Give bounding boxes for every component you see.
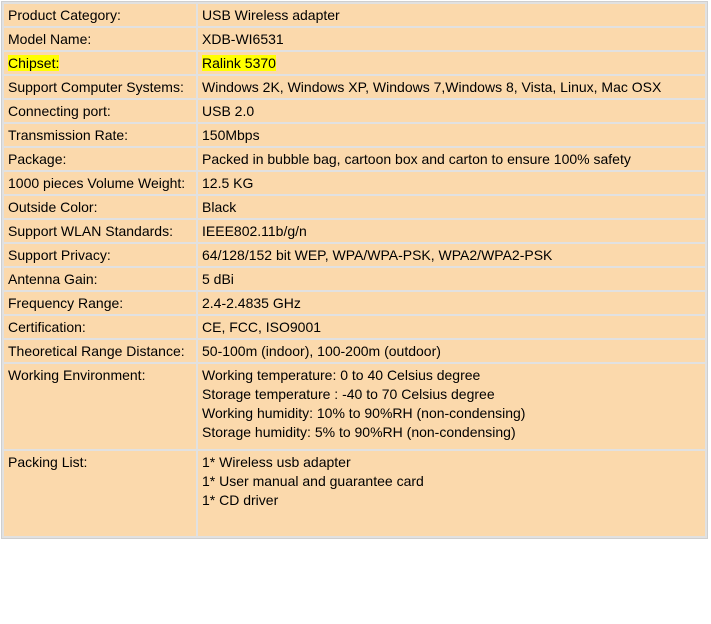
table-row: [4, 340, 705, 362]
row-label: Support WLAN Standards:: [4, 220, 196, 242]
row-value: 12.5 KG: [198, 172, 705, 194]
table-row: [4, 100, 705, 122]
table-row: [4, 292, 705, 314]
row-value: 150Mbps: [198, 124, 705, 146]
row-label: Support Computer Systems:: [4, 76, 196, 98]
environment-line: Storage temperature : -40 to 70 Celsius degree: [202, 386, 495, 402]
row-value: XDB-WI6531: [198, 28, 705, 50]
row-value-multiline: [198, 364, 705, 449]
table-row: [4, 451, 705, 536]
row-value: 2.4-2.4835 GHz: [198, 292, 705, 314]
row-label: Model Name:: [4, 28, 196, 50]
row-value: 64/128/152 bit WEP, WPA/WPA-PSK, WPA2/WPA2-PSK: [198, 244, 705, 266]
row-label: Outside Color:: [4, 196, 196, 218]
table-row: [4, 28, 705, 50]
row-label: Product Category:: [4, 4, 196, 26]
row-value: Black: [198, 196, 705, 218]
row-label: Theoretical Range Distance:: [4, 340, 196, 362]
row-value: Packed in bubble bag, cartoon box and carton to ensure 100% safety: [198, 148, 705, 170]
product-spec-table: [1, 1, 708, 539]
table-row: [4, 244, 705, 266]
environment-line: Storage humidity: 5% to 90%RH (non-condensing): [202, 424, 516, 440]
row-value: Windows 2K, Windows XP, Windows 7,Windows 8, Vista, Linux, Mac OSX: [198, 76, 705, 98]
packing-list-item: 1* Wireless usb adapter: [202, 454, 351, 470]
row-label: Support Privacy:: [4, 244, 196, 266]
packing-list-item: 1* CD driver: [202, 492, 279, 508]
table-row: [4, 268, 705, 290]
row-label-chipset: [4, 52, 196, 74]
row-label: Certification:: [4, 316, 196, 338]
row-value: USB 2.0: [198, 100, 705, 122]
row-value-multiline: [198, 451, 705, 536]
row-label: Connecting port:: [4, 100, 196, 122]
table-row: [4, 364, 705, 449]
row-label: Package:: [4, 148, 196, 170]
row-label: Frequency Range:: [4, 292, 196, 314]
environment-line: Working temperature: 0 to 40 Celsius degree: [202, 367, 481, 383]
row-value-chipset: [198, 52, 705, 74]
table-row: [4, 220, 705, 242]
row-value: USB Wireless adapter: [198, 4, 705, 26]
row-value: CE, FCC, ISO9001: [198, 316, 705, 338]
row-label: Packing List:: [4, 451, 196, 536]
row-label: 1000 pieces Volume Weight:: [4, 172, 196, 194]
highlighted-text: Ralink 5370: [202, 55, 276, 71]
table-row: [4, 316, 705, 338]
highlighted-text: Chipset:: [8, 55, 60, 71]
table-row: [4, 124, 705, 146]
table-row: [4, 196, 705, 218]
table-row: [4, 4, 705, 26]
packing-list-item: 1* User manual and guarantee card: [202, 473, 424, 489]
row-label: Working Environment:: [4, 364, 196, 449]
row-label: Antenna Gain:: [4, 268, 196, 290]
environment-line: Working humidity: 10% to 90%RH (non-condensing): [202, 405, 526, 421]
table-row: [4, 148, 705, 170]
table-row: [4, 52, 705, 74]
table-row: [4, 172, 705, 194]
row-value: 50-100m (indoor), 100-200m (outdoor): [198, 340, 705, 362]
row-value: 5 dBi: [198, 268, 705, 290]
table-row: [4, 76, 705, 98]
row-value: IEEE802.11b/g/n: [198, 220, 705, 242]
row-label: Transmission Rate:: [4, 124, 196, 146]
